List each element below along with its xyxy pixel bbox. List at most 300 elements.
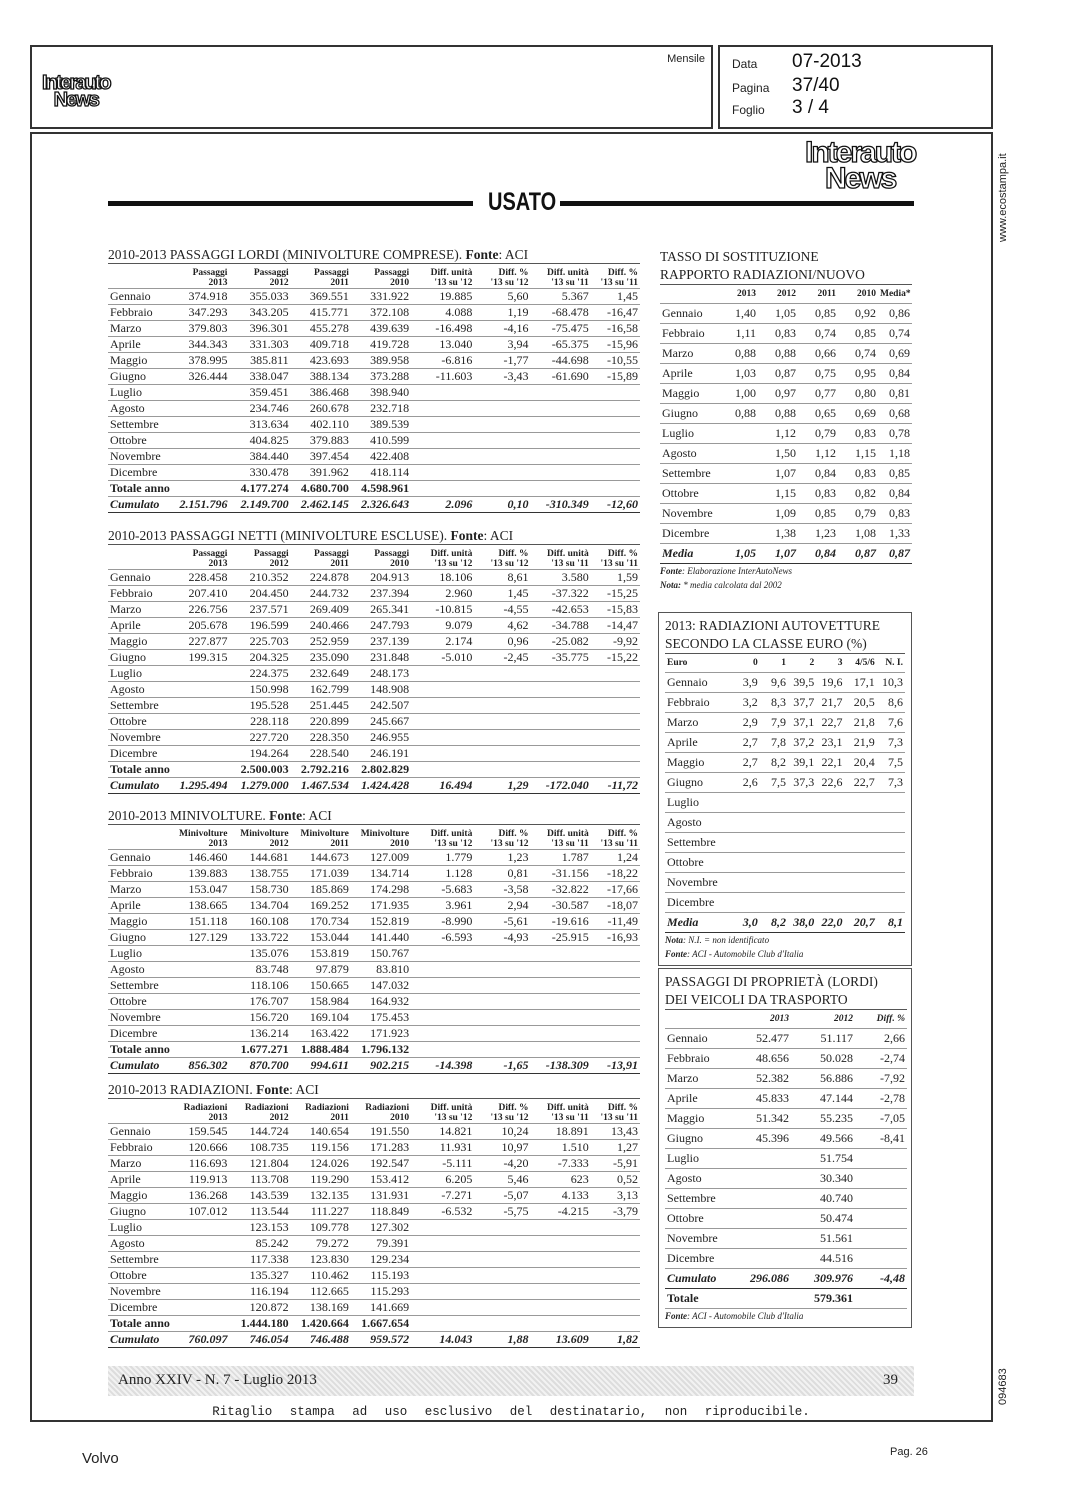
table-cell: 83.810 [351,962,411,978]
table-row [660,424,912,444]
table-row [665,1089,907,1109]
table-cell [170,666,229,682]
row-label: Ottobre [108,994,170,1010]
header-row [108,825,640,850]
header-line1: Diff. unità [430,268,473,278]
table-cell: 1.510 [531,1140,591,1156]
row-label: Luglio [108,385,170,401]
table-row [108,1156,640,1172]
column-header [108,1099,170,1124]
row-label: Cumulato [108,778,170,794]
table-cell [474,481,530,497]
table-cell: 207.410 [170,586,229,602]
column-header [351,1099,411,1124]
header-left-box [30,45,713,129]
table-cell [531,746,591,762]
table-row [665,1189,907,1209]
table-row [665,773,905,793]
table-cell: 141.440 [351,930,411,946]
header-line1: Passaggi [192,268,228,278]
table-cell: 158.984 [291,994,351,1010]
table-cell: 51.342 [735,1109,791,1129]
table-cell [170,385,229,401]
table-cell [474,465,530,481]
row-label: Settembre [108,417,170,433]
table-cell [411,1252,474,1268]
table-cell [591,714,640,730]
table-cell: 2.802.829 [351,762,411,778]
table-cell [591,449,640,465]
periodicity: Mensile [667,53,705,65]
table-row [108,369,640,385]
column-header: Euro [665,654,734,673]
table-cell: 52.382 [735,1069,791,1089]
table-row [108,1284,640,1300]
row-label: Ottobre [108,433,170,449]
column-header [291,1099,351,1124]
table-cell: -1,77 [474,353,530,369]
table-cell: -15,96 [591,337,640,353]
table-cell: 237.139 [351,634,411,650]
header-row [665,1010,907,1029]
note-label: Fonte [660,566,683,576]
table-cell [531,481,591,497]
table-cell: 379.883 [291,433,351,449]
table-cell: -17,66 [591,882,640,898]
table-cell [855,1149,907,1169]
table-cell [531,449,591,465]
table-cell: 10,97 [474,1140,530,1156]
table-cell: 2.462.145 [291,497,351,513]
table-cell [474,698,530,714]
table-cell: 0,66 [798,344,838,364]
table-cell: 153.047 [170,882,229,898]
column-header [591,825,640,850]
table-cell: 151.118 [170,914,229,930]
table-cell [788,873,816,893]
table-cell: -44.698 [531,353,591,369]
table-cell [591,481,640,497]
table-cell: -172.040 [531,778,591,794]
table-cell [591,1236,640,1252]
section-header [108,188,914,216]
table-cell: 160.108 [229,914,290,930]
table-cell: 153.819 [291,946,351,962]
table-cell: 1,03 [720,364,758,384]
table-cell: 123.153 [229,1220,290,1236]
table-row [660,444,912,464]
table-cell: 227.877 [170,634,229,650]
table-cell [591,1010,640,1026]
table-cell: 237.571 [229,602,290,618]
table-cell: 120.666 [170,1140,229,1156]
page-number: 39 [883,1372,898,1388]
table-cell: 115.293 [351,1284,411,1300]
table-cell: 1,59 [591,570,640,586]
table-cell [474,746,530,762]
header-line1: Passaggi [374,549,410,559]
table-cell: 0,87 [758,364,798,384]
table-cell [170,1220,229,1236]
table-cell: -7,05 [855,1109,907,1129]
table-cell [411,962,474,978]
table-cell: 210.352 [229,570,290,586]
table-cell: -11,49 [591,914,640,930]
table-cell [734,793,760,813]
table-cell: 331.303 [229,337,290,353]
column-header [170,1099,229,1124]
table-cell [788,853,816,873]
table-cell: 13,43 [591,1124,640,1140]
table-cell: 1,45 [474,586,530,602]
table-cell: 2.960 [411,586,474,602]
table-cell: 0,84 [798,464,838,484]
table-cell: 326.444 [170,369,229,385]
table-cell [531,433,591,449]
header-line2: '13 su '12 [434,559,473,569]
table-cell: 1.128 [411,866,474,882]
table-cell: 1.796.132 [351,1042,411,1058]
column-header [229,1099,290,1124]
column-header [108,264,170,289]
table-cell: 40.740 [791,1189,855,1209]
column-header [411,825,474,850]
table-cell: -3,58 [474,882,530,898]
table-cell: 419.728 [351,337,411,353]
table-title: RAPPORTO RADIAZIONI/NUOVO [660,267,865,282]
table-cell: 0,74 [878,324,912,344]
table-cell: 2,7 [734,733,760,753]
table-cell: 391.962 [291,465,351,481]
table-cell [591,1300,640,1316]
table-cell [844,813,876,833]
table-cell [411,682,474,698]
row-label: Agosto [108,401,170,417]
row-label: Dicembre [108,465,170,481]
table-cell [734,833,760,853]
header-line2: 2013 [208,839,228,849]
row-label: Maggio [108,353,170,369]
table-cell: 0,52 [591,1172,640,1188]
table-cell: 232.718 [351,401,411,417]
table-cell: 1.295.494 [170,778,229,794]
column-header: 2011 [798,285,838,304]
table-cell [531,1252,591,1268]
table-cell: 132.135 [291,1188,351,1204]
header-line1: Minivolture [179,829,228,839]
row-label: Settembre [108,1252,170,1268]
header-line2: '13 su '12 [434,1113,473,1123]
header-line2: '13 su '11 [600,839,638,849]
source-text: : ACI [498,247,529,262]
table-cell: -4,93 [474,930,530,946]
table-cell: 2.151.796 [170,497,229,513]
table-cell: 3,0 [734,913,760,933]
table-cell [720,504,758,524]
table-row [108,465,640,481]
table-cell: 856.302 [170,1058,229,1074]
table-cell: 127.009 [351,850,411,866]
table-row [108,602,640,618]
table-cell: 369.551 [291,289,351,305]
header-line2: '13 su '11 [551,278,589,288]
table-cell [591,385,640,401]
table-cell: 174.298 [351,882,411,898]
table-cell: 199.315 [170,650,229,666]
table-cell: 3,2 [734,693,760,713]
header-line2: '13 su '12 [490,1113,529,1123]
table-cell [816,793,844,813]
table-cell [734,853,760,873]
table-cell: 144.681 [229,850,290,866]
row-label: Aprile [665,1089,735,1109]
logo-line1: Interauto [42,72,110,94]
table-cell [474,1236,530,1252]
table-cell: 4.598.961 [351,481,411,497]
foglio-label: Foglio [732,103,765,117]
table-cell: 156.720 [229,1010,290,1026]
table-cell: 169.252 [291,898,351,914]
column-header [591,545,640,570]
header-row [108,264,640,289]
table-cell: 0,81 [878,384,912,404]
table-row [108,1316,640,1332]
column-header [229,825,290,850]
title-text: 2010-2013 PASSAGGI NETTI (MINIVOLTURE ESCLUSE). [108,528,451,543]
row-label: Maggio [108,914,170,930]
header-row [108,1099,640,1124]
table-row [665,1229,907,1249]
table-cell: 423.693 [291,353,351,369]
row-label: Ottobre [665,853,734,873]
table-cell: 147.032 [351,978,411,994]
table-cell [591,698,640,714]
table-row [108,449,640,465]
row-label: Maggio [108,1188,170,1204]
table-cell [531,465,591,481]
table-cell: 171.039 [291,866,351,882]
table-row [108,1010,640,1026]
table-cell: 235.090 [291,650,351,666]
header-line2: 2012 [269,1113,289,1123]
table-cell: 150.998 [229,682,290,698]
header-line2: 2011 [330,839,349,849]
table-cell [411,417,474,433]
table-row [660,324,912,344]
table-cell: 0,65 [798,404,838,424]
table-cell: -42.653 [531,602,591,618]
table-row [665,833,905,853]
table-cell: 139.883 [170,866,229,882]
table-cell [474,682,530,698]
row-label: Aprile [108,337,170,353]
table-cell [760,893,788,913]
table-cell: 0,88 [758,404,798,424]
table-row [108,650,640,666]
column-header [531,264,591,289]
table-cell [591,433,640,449]
table-cell: 231.848 [351,650,411,666]
table-cell [474,1316,530,1332]
header-line1: Radiazioni [244,1103,289,1113]
table-cell: 1,12 [758,424,798,444]
table-cell [735,1209,791,1229]
header-line1: Diff. unità [547,549,589,559]
header-line2: '13 su '12 [490,839,529,849]
client-name: Volvo [82,1450,119,1467]
table-cell [474,730,530,746]
table-cell [531,1300,591,1316]
table-cell: 0,86 [878,304,912,324]
table-cell [591,1220,640,1236]
table-cell [411,433,474,449]
table-row [108,417,640,433]
table-cell [720,444,758,464]
row-label: Media [660,544,720,564]
table-cell [531,1316,591,1332]
table-cell: 0,84 [878,364,912,384]
table-row [108,570,640,586]
table-cell [760,873,788,893]
table-cell [591,994,640,1010]
table-cell: 1,07 [758,544,798,564]
table-cell: 8,6 [877,693,905,713]
table-cell [877,833,905,853]
table-cell [591,946,640,962]
table-cell: 10,3 [877,673,905,693]
table-row [665,713,905,733]
table-cell: 3.961 [411,898,474,914]
table-cell: 0,87 [838,544,878,564]
table-cell: -2,78 [855,1089,907,1109]
table-cell [474,666,530,682]
table-cell [788,813,816,833]
table-row [108,1188,640,1204]
table-cell [531,417,591,433]
table-cell: 20,5 [844,693,876,713]
table-cell: 20,4 [844,753,876,773]
table-cell: 18.106 [411,570,474,586]
table-cell: 49.566 [791,1129,855,1149]
table-cell [591,1252,640,1268]
table-cell [411,1042,474,1058]
table-cell [411,449,474,465]
table-cell: 2.792.216 [291,762,351,778]
table-cell: 110.462 [291,1268,351,1284]
table-cell: 0,82 [838,484,878,504]
table-cell [531,682,591,698]
table-cell: -6.532 [411,1204,474,1220]
table-row [108,682,640,698]
table-cell [720,424,758,444]
table-cell: 2,94 [474,898,530,914]
table-cell: 107.012 [170,1204,229,1220]
row-label: Ottobre [108,1268,170,1284]
table-cell: 117.338 [229,1252,290,1268]
column-header [170,825,229,850]
table-cell: -15,89 [591,369,640,385]
table-cell: 204.913 [351,570,411,586]
row-label: Cumulato [665,1269,735,1289]
table-cell [591,762,640,778]
table-cell: 240.466 [291,618,351,634]
table-row [108,778,640,794]
table-cell: 14.821 [411,1124,474,1140]
column-header: 4/5/6 [844,654,876,673]
table-row [108,866,640,882]
table-cell: 13.040 [411,337,474,353]
table-cell: 7,6 [877,713,905,733]
table-cell: 16.494 [411,778,474,794]
table-row [108,305,640,321]
table-cell: 7,8 [760,733,788,753]
row-label: Cumulato [108,1058,170,1074]
column-header [474,545,530,570]
row-label: Febbraio [665,693,734,713]
row-label: Dicembre [665,893,734,913]
table-row [108,401,640,417]
table-cell: 97.879 [291,962,351,978]
table-cell: 347.293 [170,305,229,321]
table-cell: -1,65 [474,1058,530,1074]
table-cell: 1,82 [591,1332,640,1348]
table-row [108,586,640,602]
table-cell: 51.754 [791,1149,855,1169]
table-cell [531,1026,591,1042]
data-table [660,284,912,564]
table-cell [411,730,474,746]
header-line2: 2011 [330,559,349,569]
table-cell: 9,6 [760,673,788,693]
table-cell: 0,79 [798,424,838,444]
table-cell: 37,7 [788,693,816,713]
note-text: * media calcolata dal 2002 [681,580,782,590]
header-row [108,545,640,570]
row-label: Gennaio [665,1029,735,1049]
table-cell: 127.302 [351,1220,411,1236]
table-cell: 8,3 [760,693,788,713]
table-cell: -6.816 [411,353,474,369]
table-row [108,962,640,978]
table-cell: -16,93 [591,930,640,946]
table-cell [474,1300,530,1316]
table-cell: 1.444.180 [229,1316,290,1332]
row-label: Novembre [665,1229,735,1249]
table-cell [411,1010,474,1026]
table-cell [760,853,788,873]
table-cell [474,946,530,962]
table-cell: 2,6 [734,773,760,793]
column-header [531,1099,591,1124]
row-label: Luglio [108,946,170,962]
table-row [108,898,640,914]
table-cell [591,1316,640,1332]
table-cell: 158.730 [229,882,290,898]
table-row [108,714,640,730]
table-cell: 244.732 [291,586,351,602]
issue-footer [108,1366,914,1396]
table-cell: 374.918 [170,289,229,305]
row-label: Marzo [665,713,734,733]
table-cell: 159.545 [170,1124,229,1140]
table-cell: 22,6 [816,773,844,793]
header-line2: 2011 [330,278,349,288]
column-header [291,825,351,850]
table-cell [170,730,229,746]
table-row [108,1042,640,1058]
table-cell: 0,88 [720,344,758,364]
table-cell: 0,85 [798,504,838,524]
